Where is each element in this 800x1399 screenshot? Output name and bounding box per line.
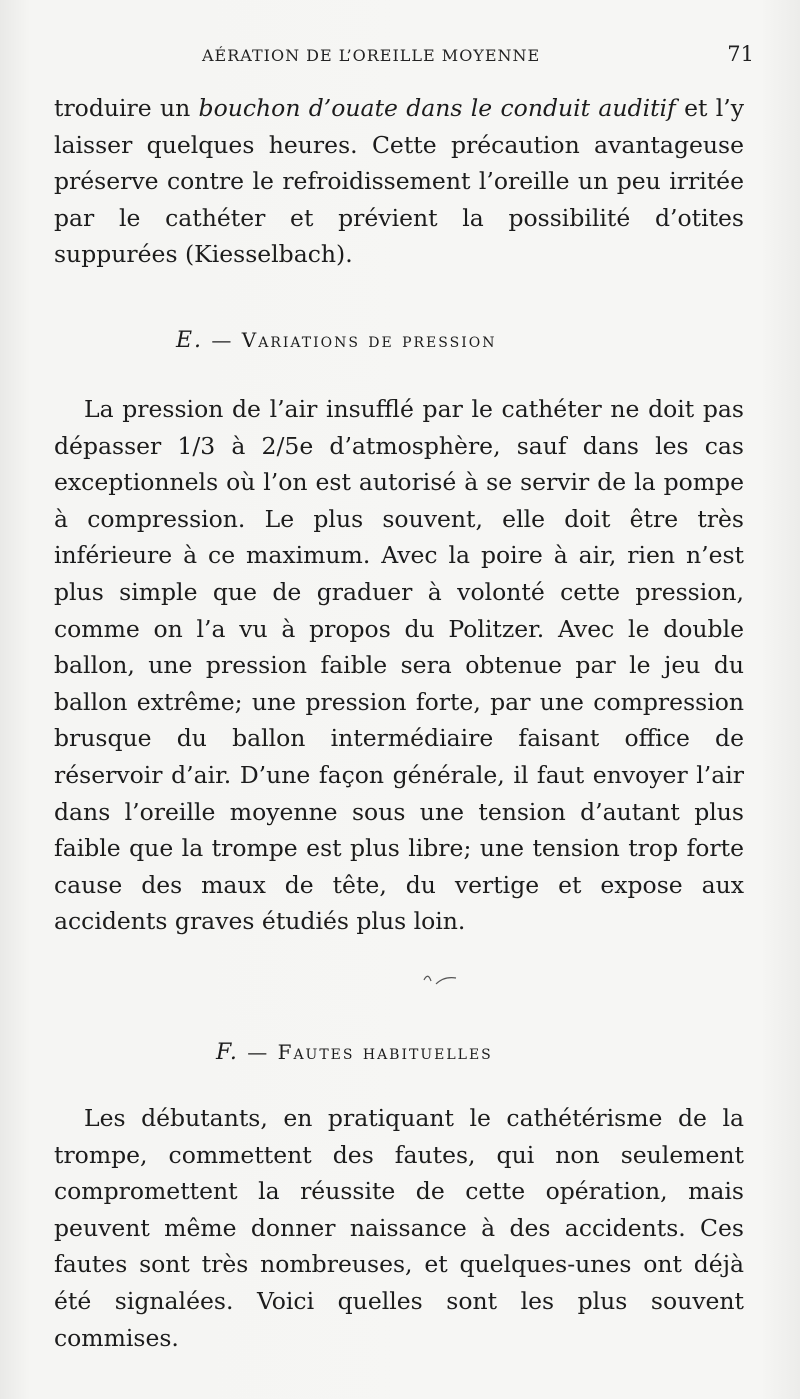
paragraph-1 xyxy=(54,90,744,273)
paragraph-2-text: La pression de l’air insufflé par le cathéter ne doit pas dépasser 1/3 à 2/5e d’atmosphère, sauf dans les cas exceptionnels où l’on est autorisé à se servir de la pompe à compression. Le plus souvent, elle doit être très inférieure à ce maximum. Avec la poire à air, rien n’est plus simple que de graduer à volonté cette pression, comme on l’a vu à propos du Politzer. Avec le double ballon, une pression faible sera obtenue par le jeu du ballon extrême; une pression forte, par une compression brusque du ballon intermédiaire faisant office de réservoir d’air. D’une façon générale, il faut envoyer l’air dans l’oreille moyenne sous une tension d’autant plus faible que la trompe est plus libre; une tension trop forte cause des maux de tête, du vertige et expose aux accidents graves étudiés plus loin. xyxy=(54,395,744,936)
paragraph-1-rest: et l’y laisser quelques heures. Cette précaution avantageuse préserve contre le refroidissement l’oreille un peu irritée par le cathéter et prévient la possibilité d’otites suppurées (Kiesselbach). xyxy=(54,94,744,269)
section-f-title: Fautes habituelles xyxy=(277,1040,493,1064)
ink-mark xyxy=(422,968,458,988)
section-f-dash: — xyxy=(238,1040,278,1064)
paragraph-1-lead: troduire un xyxy=(54,94,199,122)
section-f-letter: F. xyxy=(216,1040,239,1065)
section-e-title: Variations de pression xyxy=(241,328,497,352)
section-e-letter: E. xyxy=(176,328,204,353)
section-e-dash: — xyxy=(203,328,242,352)
page-header xyxy=(0,38,800,72)
paragraph-3 xyxy=(54,1100,744,1356)
paragraph-1-text xyxy=(54,90,744,273)
section-heading-f xyxy=(216,1040,493,1065)
running-title: AÉRATION DE L’OREILLE MOYENNE xyxy=(202,46,541,65)
paragraph-3-text: Les débutants, en pratiquant le cathétérisme de la trompe, commettent des fautes, qui non seulement compromettent la réussite de cette opération, mais peuvent même donner naissance à des accidents. Ces fautes sont très nombreuses, et quelques-unes ont déjà été signalées. Voici quelles sont les plus souvent commises. xyxy=(54,1104,744,1352)
paragraph-1-italic: bouchon d’ouate dans le conduit auditif xyxy=(198,94,676,122)
page-number: 71 xyxy=(727,42,754,66)
section-heading-e xyxy=(176,328,496,353)
paragraph-2 xyxy=(54,391,744,940)
